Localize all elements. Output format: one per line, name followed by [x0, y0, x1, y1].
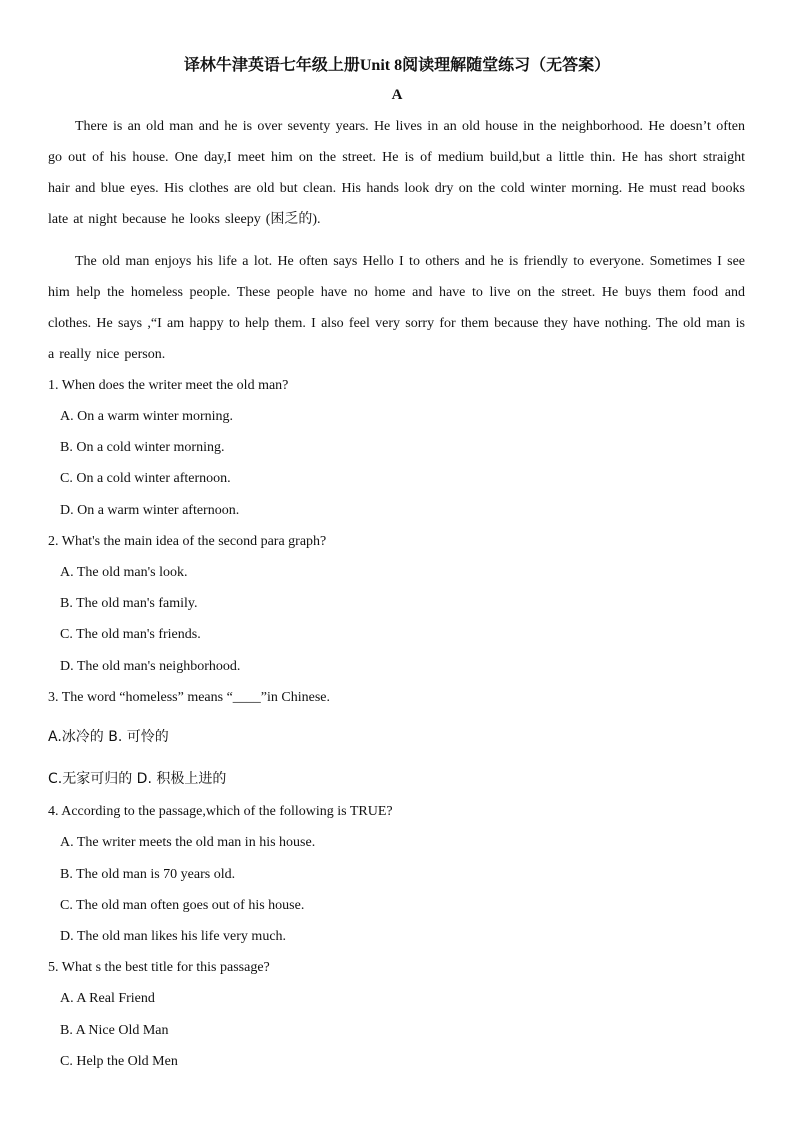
question-1-option-a: A. On a warm winter morning.	[60, 409, 234, 424]
question-1-stem: 1. When does the writer meet the old man?	[48, 378, 289, 393]
question-1-option-c: C. On a cold winter afternoon.	[60, 471, 231, 486]
question-4-option-d: D. The old man likes his life very much.	[60, 929, 287, 944]
question-2-option-c: C. The old man's friends.	[60, 627, 201, 642]
question-3-options-cd: C.无家可归的 D. 积极上进的	[48, 771, 227, 787]
question-3-options-ab: A.冰冷的 B. 可怜的	[48, 729, 169, 745]
question-1-option-d: D. On a warm winter afternoon.	[60, 503, 240, 518]
question-4-option-c: C. The old man often goes out of his house.	[60, 898, 305, 913]
question-5-option-b: B. A Nice Old Man	[60, 1023, 169, 1038]
document-title: 译林牛津英语七年级上册Unit 8阅读理解随堂练习（无答案）	[183, 57, 611, 74]
question-2-option-a: A. The old man's look.	[60, 565, 188, 580]
question-5-option-a: A. A Real Friend	[60, 991, 155, 1006]
question-2-stem: 2. What's the main idea of the second para graph?	[48, 534, 327, 549]
question-2-option-d: D. The old man's neighborhood.	[60, 659, 241, 674]
question-4-stem: 4. According to the passage,which of the following is TRUE?	[48, 804, 393, 819]
question-4-option-a: A. The writer meets the old man in his house.	[60, 835, 316, 850]
question-2-option-b: B. The old man's family.	[60, 596, 198, 611]
passage-paragraph-1: There is an old man and he is over seventy years. He lives in an old house in the neighborhood. He doesn’t often go out of his house. One day,I meet him on the street. He is of medium build,but a little thin. He has short straight hair and blue eyes. His clothes are old but clean. His hands look dry on the cold winter morning. He must read books late at night because he looks sleepy (困乏的).	[48, 119, 745, 227]
question-5-stem: 5. What s the best title for this passage?	[48, 960, 270, 975]
question-1-option-b: B. On a cold winter morning.	[60, 440, 225, 455]
section-label: A	[391, 87, 403, 103]
question-4-option-b: B. The old man is 70 years old.	[60, 867, 236, 882]
question-5-option-c: C. Help the Old Men	[60, 1054, 178, 1069]
question-3-stem: 3. The word “homeless” means “____”in Chinese.	[48, 690, 331, 705]
passage-paragraph-2: The old man enjoys his life a lot. He often says Hello I to others and he is friendly to everyone. Sometimes I see him help the homeless people. These people have no home and have to live on the street. He buys them food and clothes. He says ,“I am happy to help them. I also feel very sorry for them because they have nothing. The old man is a really nice person.	[48, 254, 745, 362]
